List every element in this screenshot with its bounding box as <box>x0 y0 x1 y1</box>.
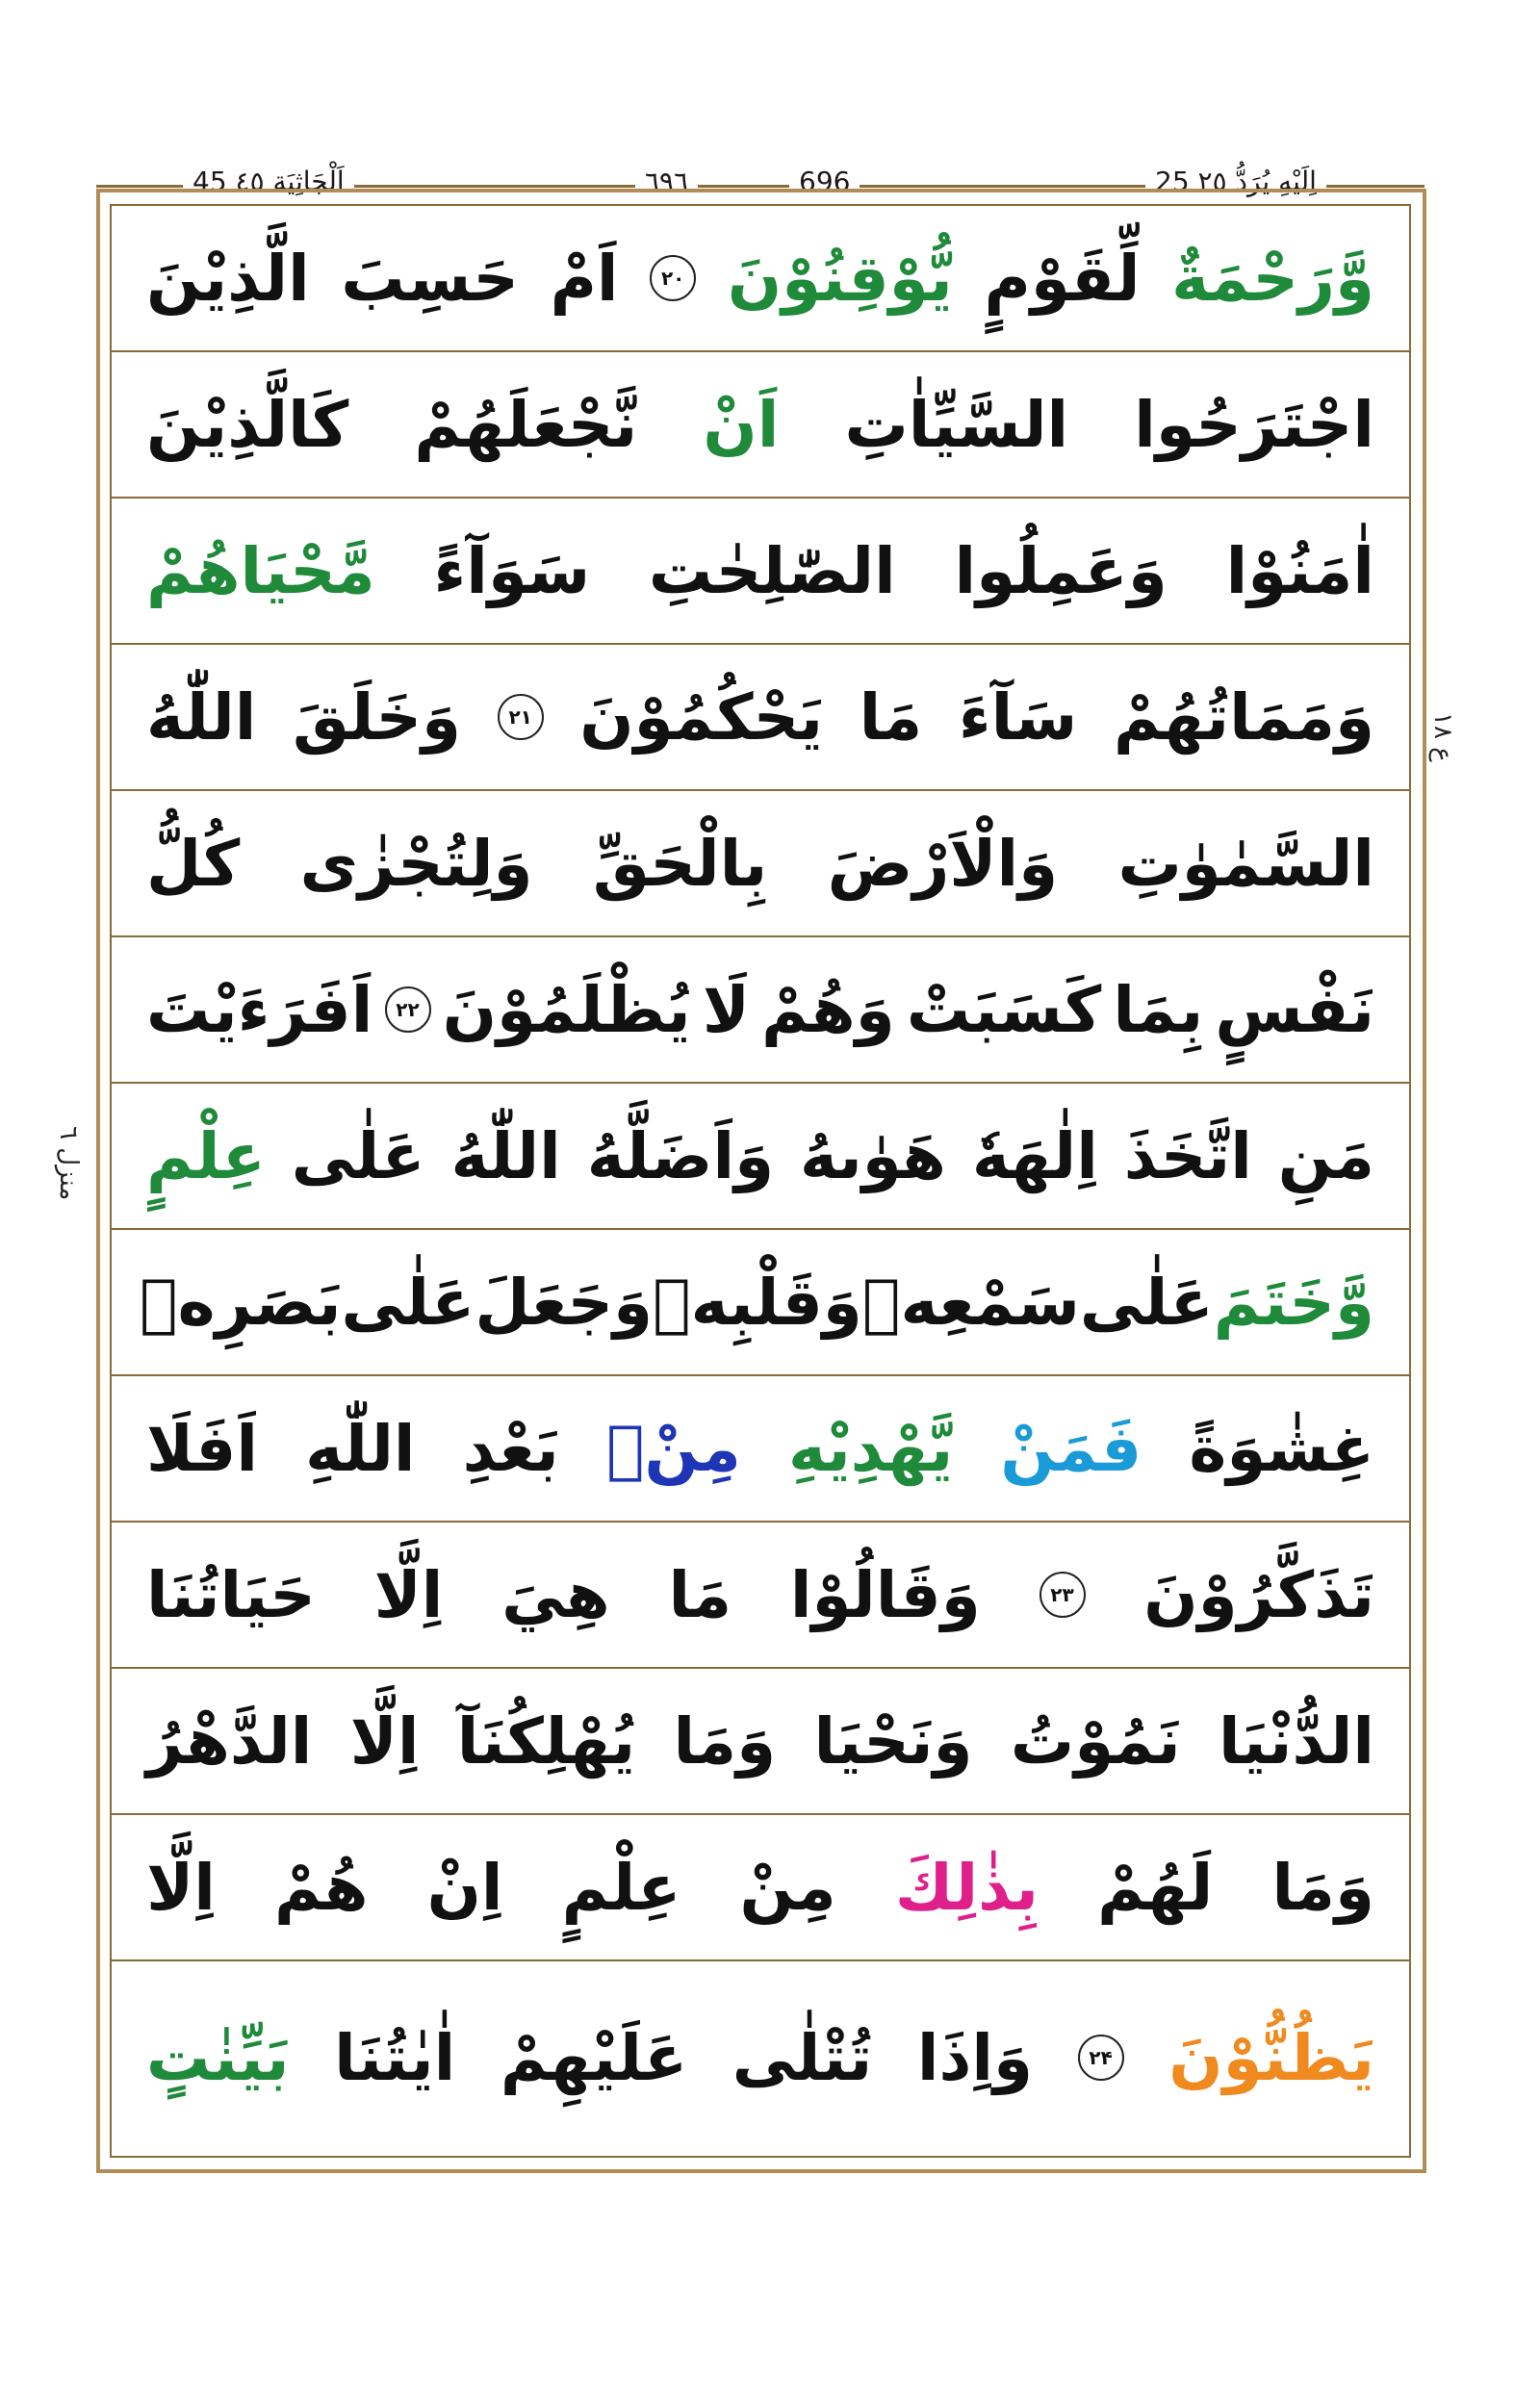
text-line-3 <box>112 499 1409 645</box>
word: الدُّنْيَا <box>1218 1703 1374 1779</box>
word: السَّمٰوٰتِ <box>1117 826 1374 901</box>
surah-title: 45 اَلْجَاثِيَة ٤٥ <box>183 166 354 197</box>
text-line-7 <box>112 1084 1409 1230</box>
manzil-marker: منزل ٦ <box>54 1126 83 1201</box>
juz-title: 25 اِلَيْهِ يُرَدُّ ٢٥ <box>1145 166 1326 197</box>
text-line-13 <box>112 1961 1409 2154</box>
word: حَسِبَ <box>341 241 519 316</box>
word: اَمْ <box>550 241 619 316</box>
word: عَلٰى <box>291 1118 425 1193</box>
word: يُهْلِكُنَآ <box>456 1703 636 1779</box>
word: وَاِذَا <box>916 2020 1034 2095</box>
word: الدَّهْرُ <box>146 1703 313 1779</box>
word: وَقَلْبِهٖ <box>653 1265 862 1340</box>
word: عَلٰى <box>341 1265 475 1340</box>
word: تَذَكَّرُوْنَ <box>1143 1557 1374 1632</box>
word: اِلَّا <box>349 1703 420 1779</box>
word: كُلُّ <box>146 826 241 901</box>
text-line-12 <box>112 1815 1409 1961</box>
word: وَهُمْ <box>761 972 895 1047</box>
word: يُّوْقِنُوْنَ <box>727 241 953 316</box>
ayah-number-marker: ۲۱ <box>498 694 544 740</box>
page-number-urdu: ٦٩٦ <box>635 166 698 197</box>
word: هُمْ <box>273 1850 369 1925</box>
word: مَا <box>859 679 923 755</box>
word: نَّجْعَلَهُمْ <box>414 387 638 462</box>
word: اللّٰهِ <box>305 1411 416 1486</box>
word: وَمَا <box>1271 1850 1374 1925</box>
word: عَلٰى <box>1079 1265 1214 1340</box>
word: اِلَّا <box>146 1850 216 1925</box>
word: سَمْعِهٖ <box>861 1265 1080 1340</box>
word: لَا <box>702 972 750 1047</box>
word: اجْتَرَحُوا <box>1134 387 1374 462</box>
word: اِلَّا <box>373 1557 444 1632</box>
word: لَهُمْ <box>1097 1850 1214 1925</box>
word: اتَّخَذَ <box>1123 1118 1252 1193</box>
word: السَّيِّاٰتِ <box>844 387 1069 462</box>
word: بِذٰلِكَ <box>894 1850 1040 1925</box>
word: اللّٰهُ <box>146 679 257 755</box>
word: يُظْلَمُوْنَ <box>442 972 691 1047</box>
word: سَوَآءً <box>433 533 591 608</box>
word: اَنْ <box>703 387 780 462</box>
word: الَّذِيْنَ <box>146 241 310 316</box>
word: كَسَبَتْ <box>906 972 1102 1047</box>
word: يَّهْدِيْهِ <box>787 1411 954 1486</box>
word: بِالْحَقِّ <box>592 826 768 901</box>
word: عَلَيْهِمْ <box>500 2020 688 2095</box>
word: عِلْمٍ <box>146 1118 266 1193</box>
ruku-marker: ع ١٨ <box>1428 712 1457 762</box>
word: فَمَنْ <box>1000 1411 1142 1486</box>
word: وَنَحْيَا <box>813 1703 973 1779</box>
word: عِلْمٍ <box>561 1850 681 1925</box>
word: وَخَلَقَ <box>293 679 462 755</box>
word: وَالْاَرْضَ <box>827 826 1059 901</box>
word: وَقَالُوْا <box>789 1557 981 1632</box>
text-line-4 <box>112 645 1409 791</box>
word: لِّقَوْمٍ <box>984 241 1141 316</box>
word: الصّٰلِحٰتِ <box>648 533 896 608</box>
text-line-8 <box>112 1230 1409 1376</box>
word: اَفَرَءَيْتَ <box>146 972 373 1047</box>
text-line-1 <box>112 206 1409 352</box>
word: وَعَمِلُوا <box>954 533 1168 608</box>
word: كَالَّذِيْنَ <box>146 387 349 462</box>
text-line-5 <box>112 791 1409 937</box>
text-line-10 <box>112 1523 1409 1669</box>
word: اٰمَنُوْا <box>1225 533 1374 608</box>
word: نَمُوْتُ <box>1010 1703 1181 1779</box>
text-line-2 <box>112 352 1409 499</box>
word: يَحْكُمُوْنَ <box>579 679 823 755</box>
text-line-11 <box>112 1669 1409 1815</box>
word: مِنْ <box>739 1850 836 1925</box>
word: مَا <box>668 1557 732 1632</box>
word: هَوٰىهُ <box>799 1118 946 1193</box>
word: غِشٰوَةً <box>1189 1411 1374 1486</box>
word: مَّحْيَاهُمْ <box>146 533 375 608</box>
word: وَّخَتَمَ <box>1213 1265 1374 1340</box>
text-line-6 <box>112 937 1409 1084</box>
word: وَجَعَلَ <box>475 1265 654 1340</box>
word: حَيَاتُنَا <box>146 1557 316 1632</box>
ayah-number-marker: ۲۰ <box>650 255 696 301</box>
word: وَّرَحْمَةٌ <box>1171 241 1374 316</box>
word: هِيَ <box>501 1557 610 1632</box>
word: مَنِ <box>1277 1118 1374 1193</box>
page-number: 696 <box>789 166 860 197</box>
word: وَمَا <box>673 1703 777 1779</box>
word: بِمَا <box>1113 972 1204 1047</box>
ayah-number-marker: ۲۴ <box>1078 2035 1124 2081</box>
word: بَيِّنٰتٍ <box>146 2020 290 2095</box>
word: وَمَمَاتُهُمْ <box>1113 679 1374 755</box>
word: بَعْدِ <box>462 1411 559 1486</box>
word: اِنْ <box>426 1850 503 1925</box>
word: بَصَرِهٖ <box>140 1265 342 1340</box>
word: مِنْۢ <box>605 1411 741 1486</box>
word: اٰيٰتُنَا <box>334 2020 456 2095</box>
word: تُتْلٰى <box>732 2020 873 2095</box>
word: اَفَلَا <box>146 1411 258 1486</box>
word: اِلٰهَهٗ <box>971 1118 1098 1193</box>
ayah-number-marker: ۲۲ <box>385 986 431 1033</box>
word: وَلِتُجْزٰى <box>299 826 533 901</box>
text-line-9 <box>112 1376 1409 1523</box>
word: يَظُنُّوْنَ <box>1168 2020 1374 2095</box>
word: نَفْسٍ <box>1215 972 1374 1047</box>
word: وَاَضَلَّهُ <box>586 1118 775 1193</box>
ayah-number-marker: ۲۳ <box>1040 1572 1086 1618</box>
word: سَآءَ <box>958 679 1078 755</box>
word: اللّٰهُ <box>450 1118 561 1193</box>
